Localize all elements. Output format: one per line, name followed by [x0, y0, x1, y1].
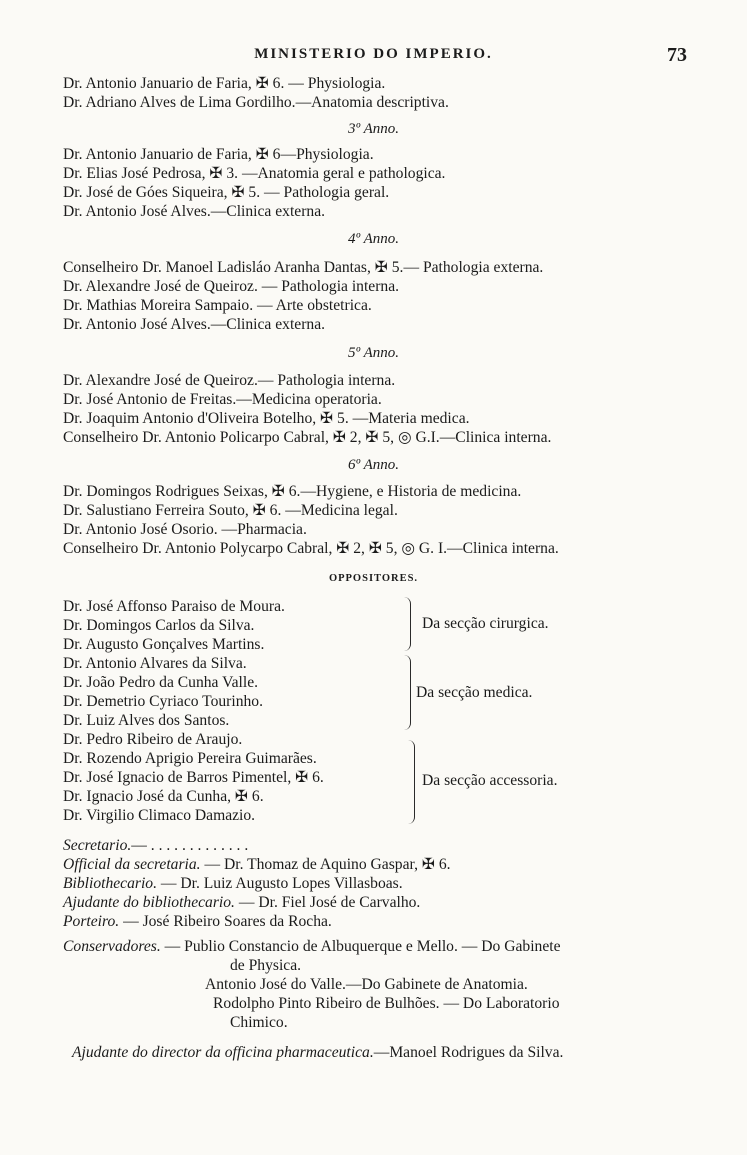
brace-accessoria	[408, 740, 415, 824]
page-header	[0, 46, 747, 72]
faculty-line: Dr. Antonio José Osorio. —Pharmacia.	[63, 521, 307, 538]
staff-ajudante-director: Ajudante do director da officina pharmaceutica.—Manoel Rodrigues da Silva.	[72, 1044, 564, 1061]
staff-porteiro: Porteiro. — José Ribeiro Soares da Rocha.	[63, 913, 332, 930]
oppositor-item: Dr. Ignacio José da Cunha, ✠ 6.	[63, 788, 264, 805]
page-number: 73	[667, 44, 687, 66]
oppositores-heading: OPPOSITORES.	[328, 573, 419, 584]
brace-cirurgica	[404, 597, 411, 651]
faculty-line: Dr. Antonio Januario de Faria, ✠ 6—Physiologia.	[63, 146, 374, 163]
faculty-line: Conselheiro Dr. Antonio Policarpo Cabral, ✠ 2, ✠ 5, ◎ G.I.—Clinica interna.	[63, 429, 552, 446]
staff-conservador-2: Antonio José do Valle.—Do Gabinete de Anatomia.	[205, 976, 528, 993]
faculty-line: Dr. Salustiano Ferreira Souto, ✠ 6. —Medicina legal.	[63, 502, 398, 519]
year-heading-3: 3º Anno.	[347, 121, 400, 137]
oppositor-item: Dr. João Pedro da Cunha Valle.	[63, 674, 259, 691]
running-title: MINISTERIO DO IMPERIO.	[254, 46, 493, 62]
oppositor-item: Dr. José Affonso Paraiso de Moura.	[63, 598, 285, 615]
staff-ajudante-bibliothecario: Ajudante do bibliothecario. — Dr. Fiel José de Carvalho.	[63, 894, 421, 911]
brace-medica	[404, 655, 411, 730]
oppositor-item: Dr. Rozendo Aprigio Pereira Guimarães.	[63, 750, 317, 767]
faculty-line: Dr. Adriano Alves de Lima Gordilho.—Anatomia descriptiva.	[63, 94, 449, 111]
staff-conservadores: Conservadores. — Publio Constancio de Albuquerque e Mello. — Do Gabinete	[63, 938, 561, 955]
faculty-line: Dr. Alexandre José de Queiroz.— Pathologia interna.	[63, 372, 396, 389]
section-label-medica: Da secção medica.	[416, 684, 533, 701]
faculty-line: Dr. Joaquim Antonio d'Oliveira Botelho, ✠ 5. —Materia medica.	[63, 410, 470, 427]
oppositor-item: Dr. Antonio Alvares da Silva.	[63, 655, 247, 672]
year-heading-6: 6º Anno.	[347, 457, 400, 473]
faculty-line: Dr. Domingos Rodrigues Seixas, ✠ 6.—Hygiene, e Historia de medicina.	[63, 483, 522, 500]
oppositor-item: Dr. Domingos Carlos da Silva.	[63, 617, 255, 634]
faculty-line: Dr. José de Góes Siqueira, ✠ 5. — Pathologia geral.	[63, 184, 390, 201]
staff-secretario: Secretario.— . . . . . . . . . . . . .	[63, 837, 249, 854]
staff-conservadores-cont: de Physica.	[230, 957, 302, 974]
faculty-line: Dr. Elias José Pedrosa, ✠ 3. —Anatomia geral e pathologica.	[63, 165, 446, 182]
year-heading-5: 5º Anno.	[347, 345, 400, 361]
oppositor-item: Dr. Demetrio Cyriaco Tourinho.	[63, 693, 263, 710]
oppositor-item: Dr. Augusto Gonçalves Martins.	[63, 636, 265, 653]
staff-conservador-3-cont: Chimico.	[230, 1014, 288, 1031]
faculty-line: Dr. Alexandre José de Queiroz. — Pathologia interna.	[63, 278, 400, 295]
staff-bibliothecario: Bibliothecario. — Dr. Luiz Augusto Lopes Villasboas.	[63, 875, 403, 892]
oppositor-item: Dr. Pedro Ribeiro de Araujo.	[63, 731, 243, 748]
year-heading-4: 4º Anno.	[347, 231, 400, 247]
faculty-line: Conselheiro Dr. Manoel Ladisláo Aranha Dantas, ✠ 5.— Pathologia externa.	[63, 259, 544, 276]
staff-conservador-3: Rodolpho Pinto Ribeiro de Bulhões. — Do Laboratorio	[213, 995, 560, 1012]
section-label-accessoria: Da secção accessoria.	[422, 772, 558, 789]
oppositor-item: Dr. Luiz Alves dos Santos.	[63, 712, 230, 729]
oppositor-item: Dr. José Ignacio de Barros Pimentel, ✠ 6.	[63, 769, 324, 786]
faculty-line: Dr. Mathias Moreira Sampaio. — Arte obstetrica.	[63, 297, 372, 314]
faculty-line: Dr. José Antonio de Freitas.—Medicina operatoria.	[63, 391, 382, 408]
faculty-line: Conselheiro Dr. Antonio Polycarpo Cabral, ✠ 2, ✠ 5, ◎ G. I.—Clinica interna.	[63, 540, 559, 557]
oppositor-item: Dr. Virgilio Climaco Damazio.	[63, 807, 256, 824]
staff-official: Official da secretaria. — Dr. Thomaz de Aquino Gaspar, ✠ 6.	[63, 856, 451, 873]
faculty-line: Dr. Antonio José Alves.—Clinica externa.	[63, 316, 326, 333]
faculty-line: Dr. Antonio José Alves.—Clinica externa.	[63, 203, 326, 220]
faculty-line: Dr. Antonio Januario de Faria, ✠ 6. — Physiologia.	[63, 75, 386, 92]
section-label-cirurgica: Da secção cirurgica.	[422, 615, 549, 632]
